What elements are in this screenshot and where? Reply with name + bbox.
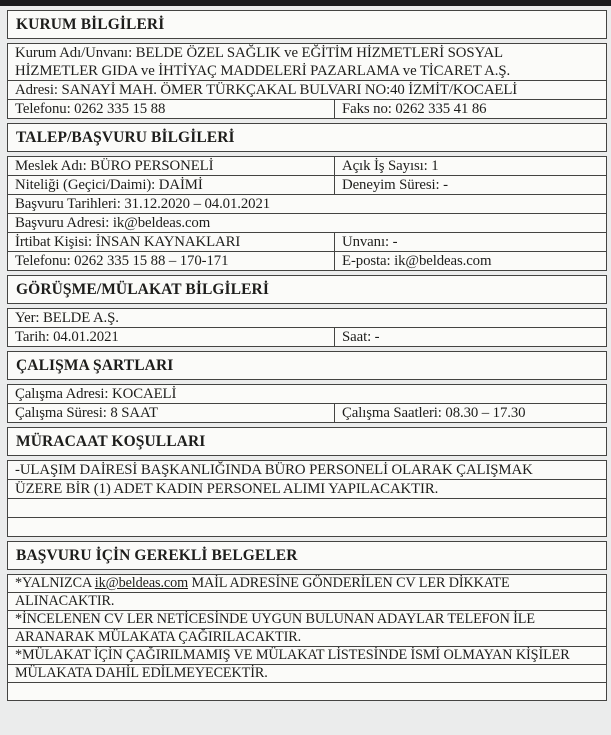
- row-meslek-adi: [8, 157, 606, 175]
- kurum-adi-line2: HİZMETLER GIDA ve İHTİYAÇ MADDELERİ PAZARLAMA ve TİCARET A.Ş.: [15, 63, 511, 79]
- section-title-talep-basvuru: TALEP/BAŞVURU BİLGİLERİ: [16, 129, 235, 146]
- field-deneyim-suresi: Deneyim Süresi: -: [342, 177, 448, 193]
- section-title-muracaat-kosullari: MÜRACAAT KOŞULLARI: [16, 433, 206, 450]
- field-basvuru-adresi: Başvuru Adresi: ik@beldeas.com: [15, 215, 211, 231]
- section-header-gerekli-belgeler: [7, 541, 607, 570]
- field-acik-is-sayisi: Açık İş Sayısı: 1: [342, 158, 439, 174]
- belgeler-text-line2: ALINACAKTIR.: [15, 593, 115, 609]
- field-talep-telefonu: Telefonu: 0262 335 15 88 – 170-171: [8, 252, 335, 270]
- section-title-calisma-sartlari: ÇALIŞMA ŞARTLARI: [16, 357, 174, 374]
- field-eposta: E-posta: ik@beldeas.com: [342, 253, 492, 269]
- belgeler-text-line1: [8, 575, 606, 592]
- field-yer: Yer: BELDE A.Ş.: [15, 310, 119, 326]
- row-basvuru-adresi: [8, 213, 606, 232]
- row-adresi: [8, 80, 606, 99]
- row-belgeler-line1: [8, 575, 606, 592]
- field-saat: Saat: -: [342, 329, 380, 345]
- muracaat-text-line1: -ULAŞIM DAİRESİ BAŞKANLIĞINDA BÜRO PERSONELİ OLARAK ÇALIŞMAK: [15, 462, 533, 478]
- section-header-muracaat-kosullari: [7, 427, 607, 456]
- field-tarih: Tarih: 04.01.2021: [8, 328, 335, 346]
- row-belgeler-line6: [8, 664, 606, 682]
- row-belgeler-empty: [8, 682, 606, 700]
- row-muracaat-line2: [8, 479, 606, 498]
- row-belgeler-line2: [8, 592, 606, 610]
- row-belgeler-line5: [8, 646, 606, 664]
- belgeler-text-line6: MÜLAKATA DAHİL EDİLMEYECEKTİR.: [15, 665, 268, 681]
- field-telefonu: Telefonu: 0262 335 15 88: [8, 100, 335, 118]
- field-niteligi: Niteliği (Geçici/Daimi): DAİMİ: [8, 176, 335, 194]
- row-irtibat-kisisi: [8, 232, 606, 251]
- row-muracaat-empty2: [8, 517, 606, 536]
- field-unvani: Unvanı: -: [342, 234, 398, 250]
- section-header-talep-basvuru: [7, 123, 607, 152]
- field-basvuru-tarihleri: Başvuru Tarihleri: 31.12.2020 – 04.01.2021: [15, 196, 271, 212]
- section-body-gerekli-belgeler: [7, 574, 607, 701]
- row-muracaat-line1: [8, 461, 606, 479]
- row-tarih-saat: [8, 327, 606, 346]
- section-body-gorusme-mulakat: [7, 308, 607, 347]
- muracaat-empty-line2: [8, 518, 606, 536]
- field-kurum-adi-unvani: [8, 44, 606, 80]
- row-basvuru-tarihleri: [8, 194, 606, 213]
- section-body-muracaat-kosullari: [7, 460, 607, 537]
- email-link[interactable]: ik@beldeas.com: [94, 575, 189, 591]
- section-header-gorusme-mulakat: [7, 275, 607, 304]
- belgeler-line1-prefix: *YALNIZCA: [15, 575, 95, 591]
- field-calisma-saatleri: Çalışma Saatleri: 08.30 – 17.30: [342, 405, 526, 421]
- field-irtibat-kisisi: İrtibat Kişisi: İNSAN KAYNAKLARI: [8, 233, 335, 251]
- muracaat-empty-line1: [8, 499, 606, 517]
- row-calisma-suresi-saatleri: [8, 403, 606, 422]
- row-telefon-faks: [8, 99, 606, 118]
- belgeler-text-line5: *MÜLAKAT İÇİN ÇAĞIRILMAMIŞ VE MÜLAKAT LİSTESİNDE İSMİ OLMAYAN KİŞİLER: [15, 647, 570, 663]
- kurum-adi-line1: Kurum Adı/Unvanı: BELDE ÖZEL SAĞLIK ve EĞİTİM HİZMETLERİ SOSYAL: [15, 45, 503, 61]
- field-calisma-suresi: Çalışma Süresi: 8 SAAT: [8, 404, 335, 422]
- row-belgeler-line4: [8, 628, 606, 646]
- section-body-kurum-bilgileri: [7, 43, 607, 119]
- field-adresi: Adresi: SANAYİ MAH. ÖMER TÜRKÇAKAL BULVARI NO:40 İZMİT/KOCAELİ: [15, 82, 518, 98]
- row-calisma-adresi: [8, 385, 606, 403]
- section-body-calisma-sartlari: [7, 384, 607, 423]
- row-muracaat-empty1: [8, 498, 606, 517]
- field-faks-no: Faks no: 0262 335 41 86: [342, 101, 487, 117]
- field-meslek-adi: Meslek Adı: BÜRO PERSONELİ: [8, 157, 335, 175]
- belgeler-text-line4: ARANARAK MÜLAKATA ÇAĞIRILACAKTIR.: [15, 629, 302, 645]
- section-header-kurum-bilgileri: [7, 10, 607, 39]
- section-body-talep-basvuru: [7, 156, 607, 271]
- section-title-kurum-bilgileri: KURUM BİLGİLERİ: [16, 16, 165, 33]
- belgeler-empty-line: [8, 683, 606, 700]
- scan-edge-top: [0, 0, 611, 6]
- muracaat-text-line2: ÜZERE BİR (1) ADET KADIN PERSONEL ALIMI YAPILACAKTIR.: [15, 481, 439, 497]
- belgeler-text-line3: *İNCELENEN CV LER NETİCESİNDE UYGUN BULUNAN ADAYLAR TELEFON İLE: [15, 611, 535, 627]
- section-header-calisma-sartlari: [7, 351, 607, 380]
- row-telefon-eposta: [8, 251, 606, 270]
- row-belgeler-line3: [8, 610, 606, 628]
- row-kurum-adi: [8, 44, 606, 80]
- field-calisma-adresi: Çalışma Adresi: KOCAELİ: [15, 386, 177, 402]
- section-title-gorusme-mulakat: GÖRÜŞME/MÜLAKAT BİLGİLERİ: [16, 281, 269, 298]
- row-niteligi: [8, 175, 606, 194]
- row-yer: [8, 309, 606, 327]
- belgeler-line1-suffix: MAİL ADRESİNE GÖNDERİLEN CV LER DİKKATE: [188, 575, 510, 591]
- section-title-gerekli-belgeler: BAŞVURU İÇİN GEREKLİ BELGELER: [16, 547, 298, 564]
